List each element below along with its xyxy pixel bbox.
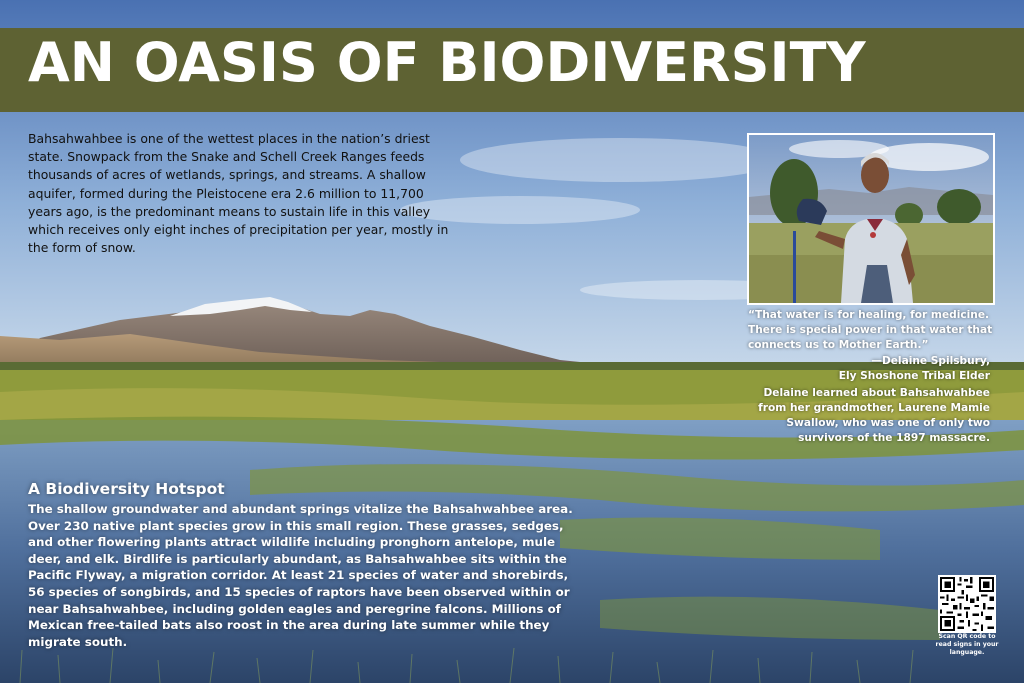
qr-code[interactable] bbox=[938, 575, 996, 633]
attribution-name: —Delaine Spilsbury, bbox=[871, 355, 990, 367]
elder-bio: Delaine learned about Bahsahwahbee from her grandmother, Laurene Mamie Swallow, who was one of only two survivors of the 1897 massacre. bbox=[758, 387, 990, 444]
elder-photo bbox=[747, 133, 995, 305]
quote-attribution bbox=[730, 354, 990, 384]
qr-caption: Scan QR code to read signs in your language. bbox=[935, 633, 999, 656]
elder-quote: “That water is for healing, for medicine. There is special power in that water that connects us to Mother Earth.” bbox=[748, 309, 993, 351]
section-body: The shallow groundwater and abundant springs vitalize the Bahsahwahbee area. Over 230 native plant species grow in this small region. These grasses, sedges, and other flowering plants attract wildlife including pronghorn antelope, mule deer, and elk. Birdlife is particularly abundant, as Bahsahwahbee sits within the Pacific Flyway, a migration corridor. At least 21 species of water and shorebirds, 56 species of songbirds, and 15 species of raptors have been observed within or near Bahsahwahbee, including golden eagles and peregrine falcons. Millions of Mexican free-tailed bats also roost in the area during late summer while they migrate south. bbox=[28, 502, 573, 649]
intro-paragraph: Bahsahwahbee is one of the wettest places in the nation’s driest state. Snowpack from the Snake and Schell Creek Ranges feeds thousands of acres of wetlands, springs, and streams. A shallow aquifer, formed during the Pleistocene era 2.6 million to 11,700 years ago, is the predominant means to sustain life in this valley which receives only eight inches of precipitation per year, mostly in the form of snow. bbox=[28, 131, 449, 256]
section-heading: A Biodiversity Hotspot bbox=[28, 480, 225, 498]
attribution-role: Ely Shoshone Tribal Elder bbox=[838, 370, 990, 382]
page-title: AN OASIS OF BIODIVERSITY bbox=[28, 31, 866, 94]
